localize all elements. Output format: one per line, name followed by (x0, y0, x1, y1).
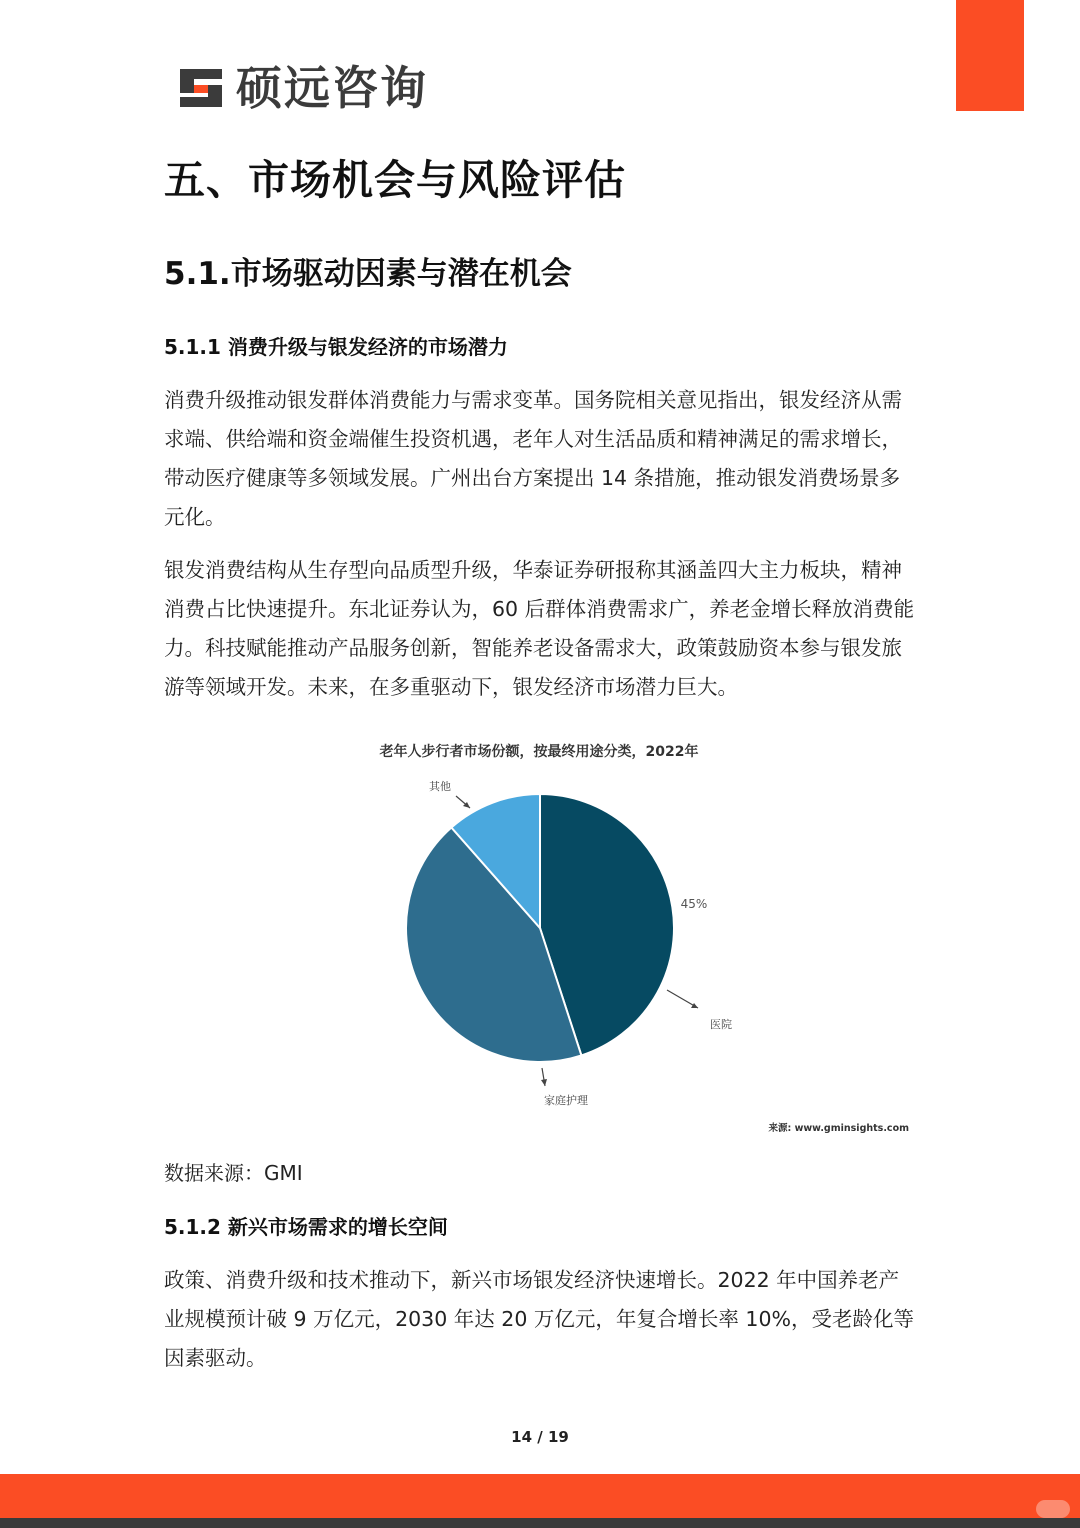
arrow-head-home-care (541, 1079, 547, 1086)
brand-name: 硕远咨询 (236, 61, 428, 115)
brand-logo (176, 60, 428, 116)
chart-title: 老年人步行者市场份额，按最终用途分类，2022年 (379, 744, 699, 760)
data-source: 数据来源：GMI (164, 1161, 303, 1185)
section-title: 五、市场机会与风险评估 (164, 156, 626, 204)
slice-label-other: 其他 (429, 780, 451, 793)
sub1-paragraph-2: 银发消费结构从生存型向品质型升级，华泰证券研报称其涵盖四大主力板块，精神消费占比快速提升。东北证券认为，60 后群体消费需求广，养老金增长释放消费能力。科技赋能推动产品服务创新，智能养老设备需求大，政策鼓励资本参与银发旅游等领域开发。未来，在多重驱动下，银发经济市场潜力巨大。 (164, 558, 915, 699)
slice-label-hospital: 医院 (710, 1018, 732, 1031)
slice-label-home-care: 家庭护理 (544, 1094, 588, 1107)
arrow-head-hospital (691, 1003, 698, 1008)
sub1-heading: 5.1.1 消费升级与银发经济的市场潜力 (164, 335, 508, 359)
pie-chart-figure (164, 728, 916, 1140)
sub2-paragraph-1: 政策、消费升级和技术推动下，新兴市场银发经济快速增长。2022 年中国养老产业规模预计破 9 万亿元，2030 年达 20 万亿元，年复合增长率 10%，受老龄化等因素驱动。 (164, 1268, 914, 1370)
subsection-title: 5.1.市场驱动因素与潜在机会 (164, 256, 572, 292)
sub2-heading: 5.1.2 新兴市场需求的增长空间 (164, 1215, 448, 1239)
slice-value-hospital: 45% (680, 897, 708, 911)
footer-accent-bar (0, 1474, 1080, 1518)
sub1-paragraph-1: 消费升级推动银发群体消费能力与需求变革。国务院相关意见指出，银发经济从需求端、供给端和资金端催生投资机遇，老年人对生活品质和精神满足的需求增长，带动医疗健康等多领域发展。广州出台方案提出 14 条措施，推动银发消费场景多元化。 (164, 388, 902, 529)
page-indicator: 14 / 19 (511, 1428, 569, 1446)
corner-accent-block (956, 0, 1024, 111)
pie-chart (164, 728, 916, 1140)
chart-source-note: 来源: www.gminsights.com (768, 1123, 909, 1134)
brand-logo-mark-icon (176, 65, 226, 111)
watermark-badge (1036, 1500, 1070, 1518)
footer-dark-strip (0, 1518, 1080, 1528)
